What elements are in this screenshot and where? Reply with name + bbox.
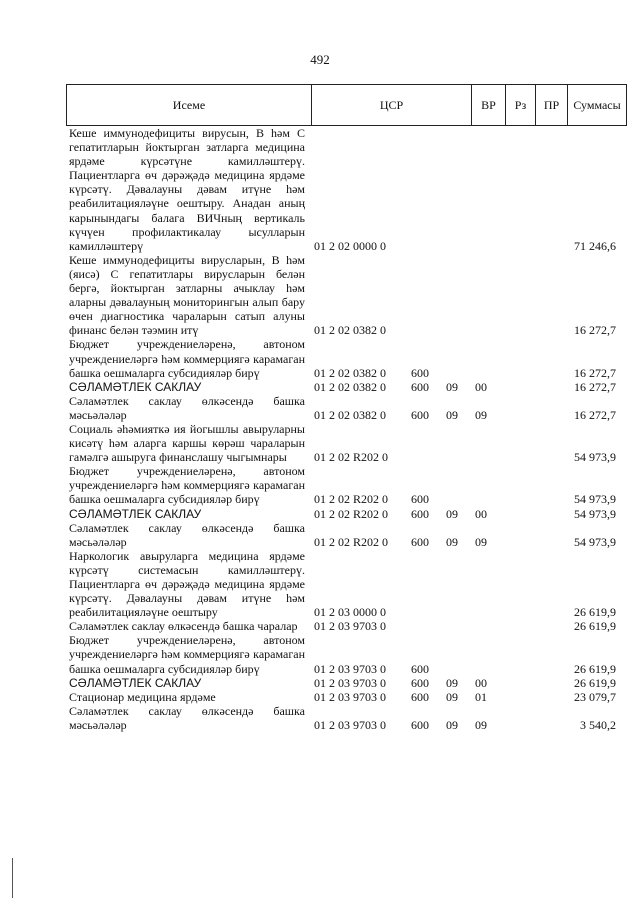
row-vr: 600	[411, 379, 429, 394]
row-name: Стационар медицина ярдәме	[69, 689, 216, 704]
row-sum: 16 272,7	[574, 407, 616, 422]
table-row	[0, 253, 640, 338]
table-row	[0, 704, 640, 732]
row-pr: 01	[475, 689, 487, 704]
row-vr: 600	[411, 717, 429, 732]
row-vr: 600	[411, 506, 429, 521]
row-csr: 01 2 02 R202 0	[314, 534, 389, 549]
row-vr: 600	[411, 407, 429, 422]
table-row	[0, 126, 640, 253]
row-csr: 01 2 02 0000 0	[314, 238, 386, 253]
row-sum: 16 272,7	[574, 379, 616, 394]
row-rz: 09	[446, 675, 458, 690]
row-rz: 09	[446, 717, 458, 732]
row-pr: 09	[475, 534, 487, 549]
row-rz: 09	[446, 379, 458, 394]
table-row	[0, 521, 640, 549]
row-sum: 26 619,9	[574, 605, 616, 620]
row-name: Бюджет учреждениеләренә, автоном учреждениеләргә һәм коммерциягә карамаган башка оешмаларга субсидияләр бирү	[69, 464, 305, 507]
row-vr: 600	[411, 534, 429, 549]
table-row	[0, 507, 640, 521]
row-name: Кеше иммунодефициты вирусларын, В һәм (яисә) С гепатитлары вирусларын белән бергә, йоктырган затларны ачыклау һәм аларны дәвалауның мониторингын алып бару өчен диагностика чараларын сатып алуны финанс белән тәэмин итү	[69, 252, 305, 338]
header-name: Исеме	[67, 85, 312, 125]
header-rz: Рз	[506, 85, 536, 125]
row-name: СӘЛАМӘТЛЕК САКЛАУ	[69, 675, 202, 690]
header-csr: ЦСР	[312, 85, 472, 125]
table-row	[0, 380, 640, 394]
table-row	[0, 422, 640, 464]
row-vr: 600	[411, 492, 429, 507]
row-pr: 00	[475, 506, 487, 521]
page-number: 492	[310, 52, 330, 67]
row-name: Кеше иммунодефициты вирусын, В һәм С гепатитларын йоктырган затларга медицина ярдәме күрсәтүне камилләштерү. Пациентларга өч дәрәҗәдә медицина ярдәме күрсәтү. Дәвалауны дәвам итүне һәм реабилитацияләүне оештыру. Анадан аның карынындагы балага ВИЧның вертикаль күчүен профилактикалау ысулларын камилләштерү	[69, 126, 305, 253]
row-sum: 3 540,2	[580, 717, 616, 732]
table-row	[0, 464, 640, 506]
margin-line	[12, 858, 13, 898]
row-csr: 01 2 03 9703 0	[314, 661, 386, 676]
row-name: Сәламәтлек саклау өлкәсендә башка мәсьәләләр	[69, 520, 305, 549]
row-sum: 16 272,7	[574, 323, 616, 338]
row-vr: 600	[411, 661, 429, 676]
row-csr: 01 2 02 0382 0	[314, 323, 386, 338]
table-row	[0, 337, 640, 379]
row-sum: 71 246,6	[574, 238, 616, 253]
row-name: Сәламәтлек саклау өлкәсендә башка чаралар	[69, 619, 298, 634]
row-vr: 600	[411, 675, 429, 690]
table-row	[0, 549, 640, 619]
row-sum: 54 973,9	[574, 450, 616, 465]
row-name: Наркологик авыруларга медицина ярдәме күрсәтү системасын камилләштерү. Пациентларга өч дәрәҗәдә медицина ярдәме күрсәтү. Дәвалауны дәвам итүне һәм реабилитацияләүне оештыру	[69, 548, 305, 620]
row-sum: 16 272,7	[574, 365, 616, 380]
row-csr: 01 2 02 R202 0	[314, 492, 389, 507]
header-pr: ПР	[536, 85, 568, 125]
row-pr: 09	[475, 407, 487, 422]
row-sum: 54 973,9	[574, 492, 616, 507]
row-pr: 00	[475, 675, 487, 690]
row-sum: 54 973,9	[574, 534, 616, 549]
row-name: Социаль әһәмияткә ия йогышлы авыруларны кисәтү һәм аларга каршы көрәш чараларын гамәлгә ашыруга финанслашу чыгымнары	[69, 421, 305, 465]
row-sum: 26 619,9	[574, 619, 616, 634]
row-csr: 01 2 02 0382 0	[314, 379, 386, 394]
row-pr: 09	[475, 717, 487, 732]
row-name: Сәламәтлек саклау өлкәсендә башка мәсьәләләр	[69, 393, 305, 422]
row-pr: 00	[475, 379, 487, 394]
table-header	[66, 84, 627, 126]
row-rz: 09	[446, 407, 458, 422]
header-sum: Суммасы	[573, 98, 621, 112]
row-name: Сәламәтлек саклау өлкәсендә башка мәсьәләләр	[69, 703, 305, 732]
row-csr: 01 2 03 9703 0	[314, 717, 386, 732]
row-csr: 01 2 02 R202 0	[314, 506, 389, 521]
row-rz: 09	[446, 534, 458, 549]
row-csr: 01 2 03 0000 0	[314, 605, 386, 620]
table-row	[0, 633, 640, 675]
table-body	[0, 126, 640, 732]
row-csr: 01 2 03 9703 0	[314, 619, 386, 634]
row-vr: 600	[411, 365, 429, 380]
row-sum: 23 079,7	[574, 689, 616, 704]
row-csr: 01 2 03 9703 0	[314, 689, 386, 704]
table-row	[0, 676, 640, 690]
row-rz: 09	[446, 506, 458, 521]
table-row	[0, 690, 640, 704]
header-vr: ВР	[472, 85, 506, 125]
row-sum: 54 973,9	[574, 506, 616, 521]
row-csr: 01 2 02 R202 0	[314, 450, 389, 465]
row-sum: 26 619,9	[574, 661, 616, 676]
row-csr: 01 2 03 9703 0	[314, 675, 386, 690]
row-vr: 600	[411, 689, 429, 704]
row-csr: 01 2 02 0382 0	[314, 407, 386, 422]
row-name: Бюджет учреждениеләренә, автоном учреждениеләргә һәм коммерциягә карамаган башка оешмаларга субсидияләр бирү	[69, 337, 305, 380]
row-csr: 01 2 02 0382 0	[314, 365, 386, 380]
row-name: СӘЛАМӘТЛЕК САКЛАУ	[69, 379, 202, 394]
row-name: СӘЛАМӘТЛЕК САКЛАУ	[69, 506, 202, 521]
table-row	[0, 394, 640, 422]
row-name: Бюджет учреждениеләренә, автоном учреждениеләргә һәм коммерциягә карамаган башка оешмаларга субсидияләр бирү	[69, 633, 305, 676]
row-sum: 26 619,9	[574, 675, 616, 690]
table-row	[0, 619, 640, 633]
row-rz: 09	[446, 689, 458, 704]
